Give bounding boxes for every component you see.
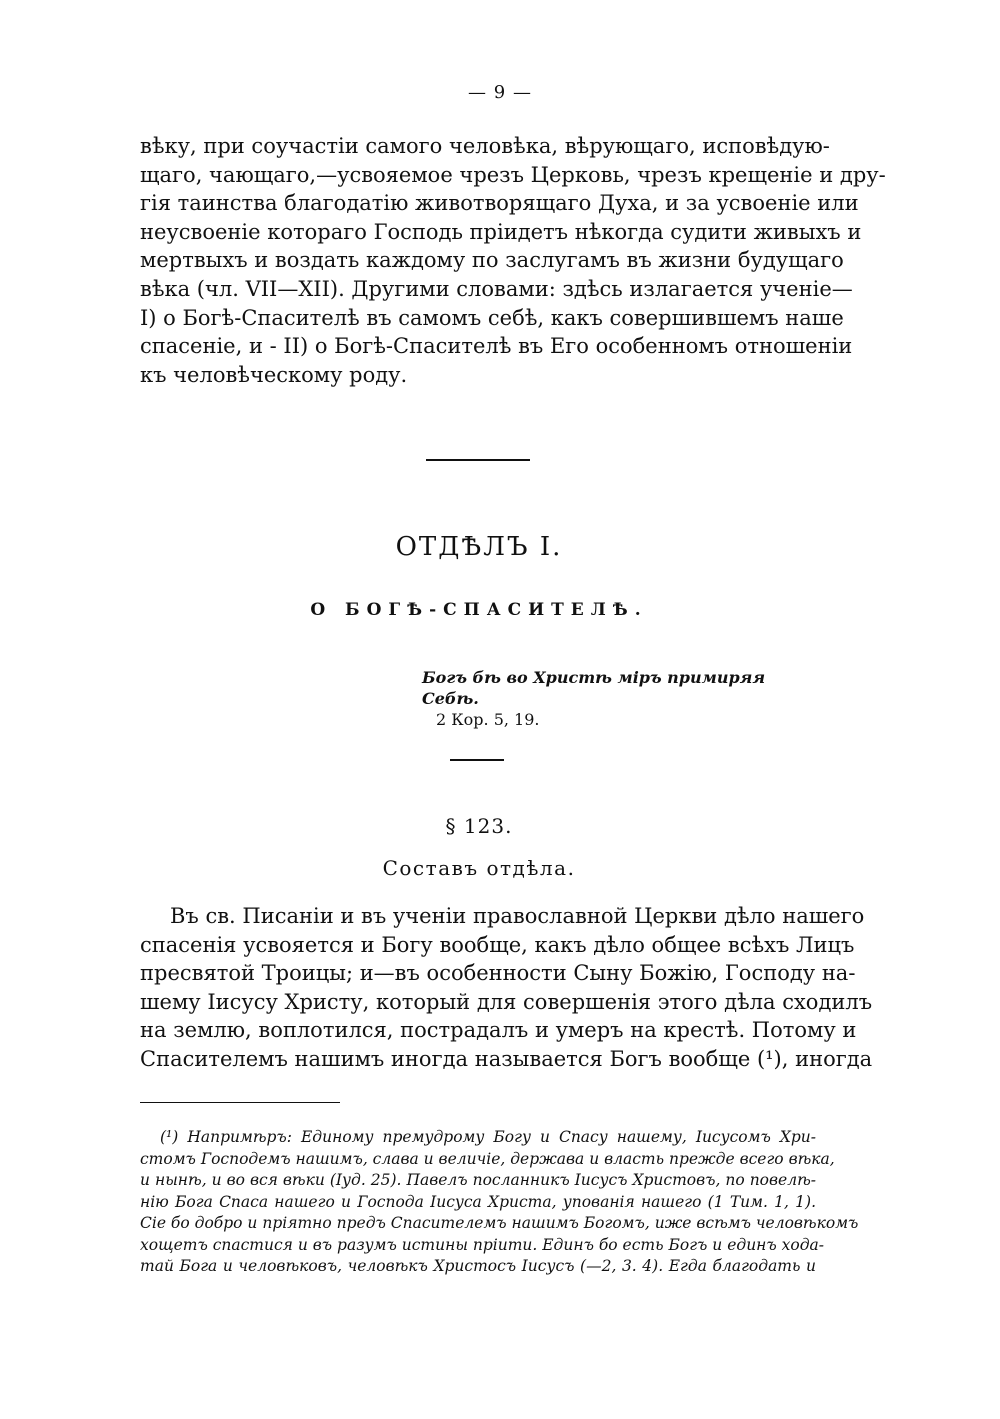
intro-line: I) о Богѣ-Спасителѣ въ самомъ себѣ, какъ совершившемъ наше	[140, 305, 844, 330]
footnote-line: хощетъ спастися и въ разумъ истины пріити. Единъ бо есть Богъ и единъ хода-	[140, 1235, 825, 1254]
body-line: спасенія усвояется и Богу вообще, какъ дѣло общее всѣхъ Лицъ	[140, 932, 855, 957]
section-heading: ОТДѢЛЪ I.	[395, 532, 563, 562]
epigraph-quote: Богъ бѣ во Христѣ міръ примиряя Себѣ.	[422, 668, 766, 708]
paragraph-title: Составъ отдѣла.	[382, 856, 576, 880]
intro-line: мертвыхъ и воздать каждому по заслугамъ въ жизни будущаго	[140, 248, 844, 273]
intro-line: вѣка (чл. VII—XII). Другими словами: здѣсь излагается ученіе—	[140, 276, 853, 301]
section-divider	[426, 459, 530, 461]
body-line: пресвятой Троицы; и—въ особенности Сыну Божію, Господу на-	[140, 961, 856, 986]
footnote-separator	[140, 1102, 340, 1103]
footnote-line: тай Бога и человѣковъ, человѣкъ Христосъ Іисусъ (—2, 3. 4). Егда благодать и	[140, 1257, 816, 1275]
intro-line: вѣку, при соучастіи самого человѣка, вѣрующаго, исповѣдую-	[140, 134, 830, 158]
paragraph-number: § 123.	[445, 814, 513, 838]
footnote-line: (¹) Напримѣръ: Единому премудрому Богу и Спасу нашему, Іисусомъ Хри-	[160, 1128, 816, 1146]
footnote-line: и нынѣ, и во вся вѣки (Іуд. 25). Павелъ посланникъ Іисусъ Христовъ, по повелѣ-	[140, 1171, 816, 1189]
footnote-line: стомъ Господемъ нашимъ, слава и величіе, держава и власть прежде всего вѣка,	[140, 1149, 835, 1168]
intro-line: къ человѣческому роду.	[140, 362, 408, 387]
page-number: — 9 —	[468, 82, 532, 103]
intro-line: гія таинства благодатію животворящаго Духа, и за усвоеніе или	[140, 191, 859, 216]
footnote-line: Сіе бо добро и пріятно предъ Спасителемъ нашимъ Богомъ, иже всѣмъ человѣкомъ	[140, 1214, 859, 1232]
intro-line: спасеніе, и - II) о Богѣ-Спасителѣ въ Его особенномъ отношеніи	[140, 334, 853, 359]
footnote-line: нію Бога Спаса нашего и Господа Іисуса Христа, упованія нашего (1 Тим. 1, 1).	[140, 1192, 816, 1211]
footnotes	[140, 1127, 859, 1278]
intro-line: неусвоеніе котораго Господь пріидетъ нѣкогда судити живыхъ и	[140, 219, 862, 244]
body-paragraph	[140, 902, 873, 1074]
epigraph	[422, 667, 782, 730]
body-line: Спасителемъ нашимъ иногда называется Богъ вообще (¹), иногда	[140, 1046, 873, 1071]
body-line: Въ св. Писаніи и въ ученіи православной Церкви дѣло нашего	[170, 904, 865, 928]
intro-paragraph	[140, 132, 886, 389]
epigraph-reference: 2 Кор. 5, 19.	[436, 710, 540, 729]
paragraph-divider	[450, 759, 504, 761]
intro-line: щаго, чающаго,—усвояемое чрезъ Церковь, чрезъ крещеніе и дру-	[140, 162, 886, 187]
section-subheading: О БОГѢ-СПАСИТЕЛѢ.	[310, 600, 648, 620]
body-line: на землю, воплотился, пострадалъ и умеръ на крестѣ. Потому и	[140, 1018, 857, 1043]
body-line: шему Іисусу Христу, который для совершенія этого дѣла сходилъ	[140, 989, 873, 1014]
